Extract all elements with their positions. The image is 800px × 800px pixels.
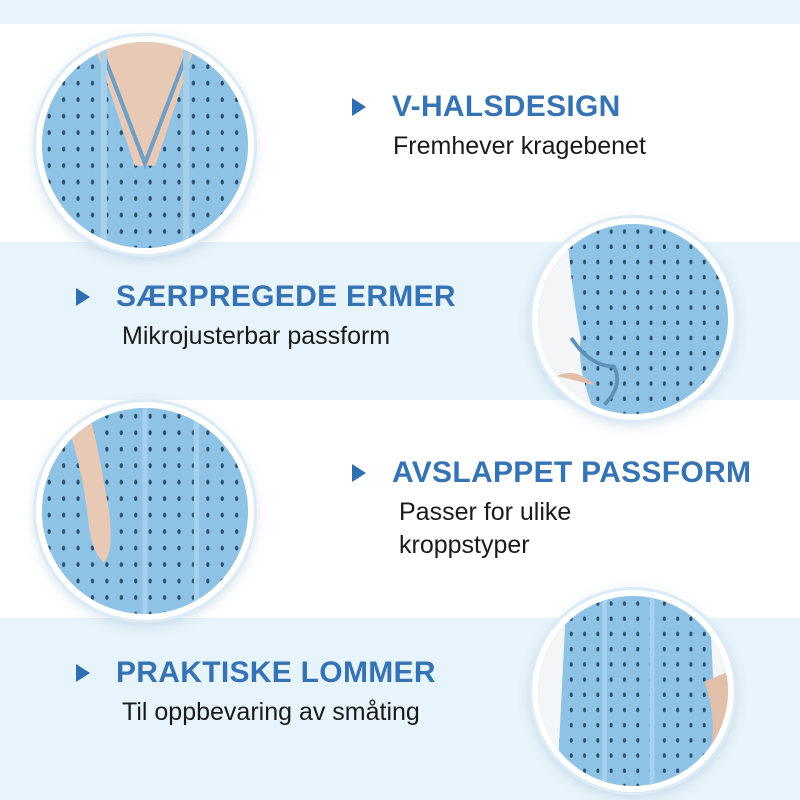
feature-title: PRAKTISKE LOMMER — [116, 656, 436, 689]
play-arrow-icon — [352, 464, 366, 482]
feature-pockets — [76, 656, 436, 729]
feature-description: Til oppbevaring av småting — [122, 698, 420, 726]
feature-description: Passer for ulike kroppstyper — [399, 498, 572, 559]
feature-description: Mikrojusterbar passform — [122, 322, 391, 350]
play-arrow-icon — [76, 288, 90, 306]
play-arrow-icon — [352, 98, 366, 116]
feature-title: SÆRPREGEDE ERMER — [116, 280, 456, 313]
feature-title: V-HALSDESIGN — [392, 90, 621, 123]
play-arrow-icon — [76, 664, 90, 682]
pocket-closeup-image — [532, 590, 734, 792]
tie-sleeve-closeup-image — [532, 218, 734, 420]
v-neck-closeup-image — [36, 36, 254, 254]
feature-sleeves — [76, 280, 456, 353]
feature-relaxed-fit — [352, 456, 751, 562]
feature-description: Fremhever kragebenet — [393, 132, 646, 160]
top-strip — [0, 0, 800, 24]
feature-v-neck — [352, 90, 646, 163]
relaxed-fit-closeup-image — [36, 402, 254, 620]
feature-title: AVSLAPPET PASSFORM — [392, 456, 752, 489]
